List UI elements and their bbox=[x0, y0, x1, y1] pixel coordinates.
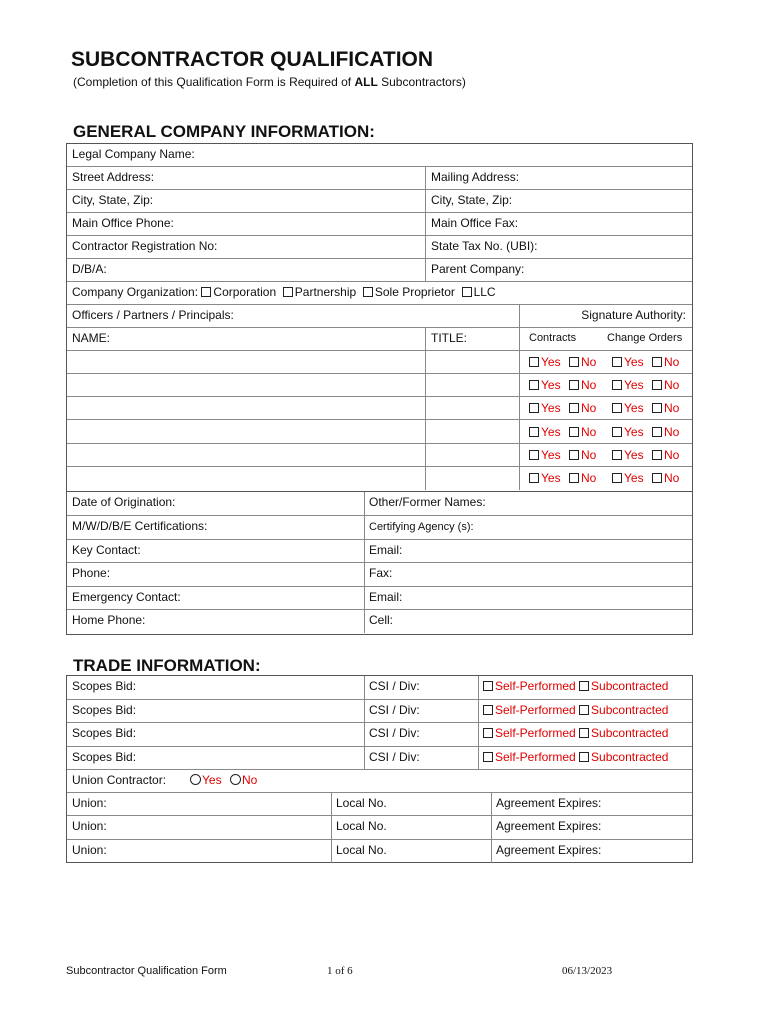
checkbox-icon[interactable] bbox=[529, 357, 539, 367]
general-section-heading: GENERAL COMPANY INFORMATION: bbox=[73, 122, 375, 141]
yes-label: Yes bbox=[541, 471, 561, 485]
no-label: No bbox=[664, 401, 680, 416]
yes-label: Yes bbox=[541, 424, 561, 439]
no-label: No bbox=[581, 447, 597, 462]
checkbox-icon[interactable] bbox=[569, 427, 579, 437]
checkbox-icon[interactable] bbox=[529, 427, 539, 437]
checkbox-icon[interactable] bbox=[529, 380, 539, 390]
org-option-label: Corporation bbox=[213, 285, 277, 299]
checkbox-icon[interactable] bbox=[363, 287, 373, 297]
dba-field[interactable]: D/B/A: bbox=[67, 259, 426, 282]
officer-name-field[interactable] bbox=[67, 397, 426, 420]
org-option-sole-proprietor[interactable] bbox=[363, 285, 455, 299]
checkbox-icon[interactable] bbox=[612, 357, 622, 367]
city-state-zip-field[interactable]: City, State, Zip: bbox=[67, 190, 426, 213]
change-orders-yes-option[interactable] bbox=[612, 355, 644, 369]
local-number-field[interactable]: Local No. bbox=[331, 793, 491, 816]
signature-authority-label: Signature Authority: bbox=[519, 305, 692, 328]
state-tax-field[interactable]: State Tax No. (UBI): bbox=[426, 236, 692, 259]
checkbox-icon[interactable] bbox=[483, 705, 493, 715]
no-label: No bbox=[581, 471, 597, 485]
emergency-contact-field[interactable]: Emergency Contact: bbox=[67, 587, 364, 610]
checkbox-icon[interactable] bbox=[612, 427, 622, 437]
agreement-expires-field[interactable]: Agreement Expires: bbox=[491, 793, 692, 816]
change-orders-yes-option[interactable] bbox=[612, 425, 644, 439]
self-performed-option[interactable] bbox=[483, 750, 576, 764]
company-organization-row bbox=[67, 282, 692, 305]
contracts-yes-option[interactable] bbox=[529, 448, 561, 462]
checkbox-icon[interactable] bbox=[483, 752, 493, 762]
contracts-no-option[interactable] bbox=[569, 401, 596, 415]
change-orders-no-option[interactable] bbox=[652, 378, 679, 392]
street-address-field[interactable]: Street Address: bbox=[67, 167, 426, 190]
checkbox-icon[interactable] bbox=[201, 287, 211, 297]
general-info-table bbox=[66, 143, 693, 492]
union-contractor-label: Union Contractor: bbox=[72, 773, 167, 787]
yes-label: Yes bbox=[541, 355, 561, 369]
scopes-bid-field[interactable]: Scopes Bid: bbox=[67, 700, 364, 724]
checkbox-icon[interactable] bbox=[579, 728, 589, 738]
subcontracted-option[interactable] bbox=[579, 679, 668, 693]
emergency-email-field[interactable]: Email: bbox=[364, 587, 692, 610]
certifications-field[interactable]: M/W/D/B/E Certifications: bbox=[67, 516, 364, 540]
self-performed-label: Self-Performed bbox=[495, 679, 576, 693]
contracts-no-option[interactable] bbox=[569, 425, 596, 439]
contact-info-table bbox=[66, 492, 693, 635]
no-label: No bbox=[664, 471, 680, 485]
officer-name-field[interactable] bbox=[67, 467, 426, 490]
csi-div-field[interactable]: CSI / Div: bbox=[364, 723, 478, 747]
radio-icon[interactable] bbox=[230, 774, 241, 785]
scopes-bid-field[interactable]: Scopes Bid: bbox=[67, 747, 364, 771]
subcontracted-label: Subcontracted bbox=[591, 726, 669, 740]
scopes-bid-field[interactable]: Scopes Bid: bbox=[67, 723, 364, 747]
change-orders-yes-option[interactable] bbox=[612, 471, 644, 485]
officers-label: Officers / Partners / Principals: bbox=[67, 305, 519, 328]
no-label: No bbox=[581, 424, 597, 439]
yes-label: Yes bbox=[624, 447, 644, 462]
no-label: No bbox=[664, 447, 680, 462]
self-performed-option[interactable] bbox=[483, 679, 576, 693]
checkbox-icon[interactable] bbox=[569, 357, 579, 367]
no-label: No bbox=[664, 378, 680, 393]
no-label: No bbox=[664, 355, 680, 369]
change-orders-no-option[interactable] bbox=[652, 448, 679, 462]
no-label: No bbox=[581, 355, 597, 369]
checkbox-icon[interactable] bbox=[652, 450, 662, 460]
union-no-option[interactable] bbox=[230, 773, 257, 787]
subtitle-emphasis: ALL bbox=[354, 75, 378, 89]
checkbox-icon[interactable] bbox=[612, 473, 622, 483]
performance-options bbox=[478, 676, 692, 700]
checkbox-icon[interactable] bbox=[483, 728, 493, 738]
officer-signature-authority bbox=[519, 444, 692, 467]
contracts-yes-option[interactable] bbox=[529, 401, 561, 415]
performance-options bbox=[478, 700, 692, 724]
checkbox-icon[interactable] bbox=[652, 380, 662, 390]
officer-title-field[interactable] bbox=[426, 421, 519, 444]
name-column-header: NAME: bbox=[67, 328, 426, 351]
cell-phone-field[interactable]: Cell: bbox=[369, 613, 394, 627]
former-names-field[interactable]: Other/Former Names: bbox=[364, 492, 692, 516]
footer-form-name: Subcontractor Qualification Form bbox=[66, 965, 227, 977]
csi-div-field[interactable]: CSI / Div: bbox=[364, 747, 478, 771]
checkbox-icon[interactable] bbox=[569, 450, 579, 460]
trade-info-table bbox=[66, 675, 693, 863]
yes-label: Yes bbox=[541, 447, 561, 462]
contracts-yes-option[interactable] bbox=[529, 378, 561, 392]
contractor-registration-field[interactable]: Contractor Registration No: bbox=[67, 236, 426, 259]
org-option-partnership[interactable] bbox=[283, 285, 356, 299]
performance-options bbox=[478, 747, 692, 771]
csi-div-field[interactable]: CSI / Div: bbox=[364, 676, 478, 700]
checkbox-icon[interactable] bbox=[612, 450, 622, 460]
checkbox-icon[interactable] bbox=[483, 681, 493, 691]
contracts-no-option[interactable] bbox=[569, 355, 596, 369]
officer-name-field[interactable] bbox=[67, 421, 426, 444]
yes-label: Yes bbox=[541, 378, 561, 393]
change-orders-yes-option[interactable] bbox=[612, 448, 644, 462]
officer-signature-authority bbox=[519, 351, 692, 374]
union-no-label: No bbox=[242, 773, 258, 787]
change-orders-yes-option[interactable] bbox=[612, 378, 644, 392]
csi-div-field[interactable]: CSI / Div: bbox=[364, 700, 478, 724]
signature-header-row bbox=[519, 328, 692, 351]
self-performed-option[interactable] bbox=[483, 703, 576, 717]
performance-options bbox=[478, 723, 692, 747]
checkbox-icon[interactable] bbox=[652, 473, 662, 483]
self-performed-label: Self-Performed bbox=[495, 726, 576, 740]
contracts-no-option[interactable] bbox=[569, 378, 596, 392]
checkbox-icon[interactable] bbox=[612, 403, 622, 413]
union-name-field[interactable]: Union: bbox=[67, 793, 331, 816]
agreement-expires-field[interactable]: Agreement Expires: bbox=[496, 842, 602, 857]
key-contact-email-field[interactable]: Email: bbox=[364, 540, 692, 563]
officer-signature-authority bbox=[519, 397, 692, 420]
agreement-expires-field[interactable]: Agreement Expires: bbox=[491, 816, 692, 839]
officer-name-field[interactable] bbox=[67, 444, 426, 467]
mailing-address-field[interactable]: Mailing Address: bbox=[426, 167, 692, 190]
officer-signature-authority bbox=[519, 374, 692, 397]
officer-title-field[interactable] bbox=[426, 444, 519, 467]
change-orders-no-option[interactable] bbox=[652, 355, 679, 369]
change-orders-yes-option[interactable] bbox=[612, 401, 644, 415]
main-office-fax-field[interactable]: Main Office Fax: bbox=[426, 213, 692, 236]
org-option-corporation[interactable] bbox=[201, 285, 276, 299]
contracts-yes-option[interactable] bbox=[529, 471, 561, 485]
key-contact-field[interactable]: Key Contact: bbox=[67, 540, 364, 563]
change-orders-header: Change Orders bbox=[607, 332, 683, 344]
no-label: No bbox=[664, 424, 680, 439]
officer-title-field[interactable] bbox=[426, 467, 519, 490]
contracts-no-option[interactable] bbox=[569, 471, 596, 485]
no-label: No bbox=[581, 378, 597, 393]
contracts-yes-option[interactable] bbox=[529, 355, 561, 369]
checkbox-icon[interactable] bbox=[652, 427, 662, 437]
contracts-no-option[interactable] bbox=[569, 448, 596, 462]
officer-title-field[interactable] bbox=[426, 397, 519, 420]
phone-field[interactable]: Phone: bbox=[67, 563, 364, 587]
union-yes-option[interactable] bbox=[190, 773, 222, 787]
checkbox-icon[interactable] bbox=[569, 473, 579, 483]
yes-label: Yes bbox=[624, 355, 644, 369]
change-orders-no-option[interactable] bbox=[652, 401, 679, 415]
yes-label: Yes bbox=[624, 401, 644, 416]
yes-label: Yes bbox=[624, 424, 644, 439]
footer-date: 06/13/2023 bbox=[562, 965, 613, 977]
fax-field[interactable]: Fax: bbox=[364, 563, 692, 587]
checkbox-icon[interactable] bbox=[579, 752, 589, 762]
yes-label: Yes bbox=[624, 471, 644, 485]
checkbox-icon[interactable] bbox=[652, 357, 662, 367]
subcontracted-option[interactable] bbox=[579, 703, 668, 717]
officer-signature-authority bbox=[519, 467, 692, 490]
union-name-field[interactable]: Union: bbox=[67, 816, 331, 839]
home-phone-field[interactable]: Home Phone: bbox=[72, 613, 146, 627]
main-office-phone-field[interactable]: Main Office Phone: bbox=[67, 213, 426, 236]
officer-signature-authority bbox=[519, 421, 692, 444]
checkbox-icon[interactable] bbox=[462, 287, 472, 297]
no-label: No bbox=[581, 401, 597, 416]
checkbox-icon[interactable] bbox=[529, 403, 539, 413]
checkbox-icon[interactable] bbox=[579, 705, 589, 715]
subcontracted-option[interactable] bbox=[579, 750, 668, 764]
checkbox-icon[interactable] bbox=[569, 403, 579, 413]
officer-name-field[interactable] bbox=[67, 351, 426, 374]
scopes-bid-field[interactable]: Scopes Bid: bbox=[67, 676, 364, 700]
subcontracted-label: Subcontracted bbox=[591, 702, 669, 717]
page-title: SUBCONTRACTOR QUALIFICATION bbox=[71, 48, 434, 71]
yes-label: Yes bbox=[541, 401, 561, 416]
checkbox-icon[interactable] bbox=[579, 681, 589, 691]
officer-name-field[interactable] bbox=[67, 374, 426, 397]
checkbox-icon[interactable] bbox=[569, 380, 579, 390]
subcontracted-label: Subcontracted bbox=[591, 749, 669, 764]
footer-page-number: 1 of 6 bbox=[327, 965, 353, 977]
legal-name-field[interactable]: Legal Company Name: bbox=[67, 144, 692, 167]
subtitle-text-end: Subcontractors) bbox=[377, 75, 466, 89]
title-column-header: TITLE: bbox=[426, 328, 519, 351]
radio-icon[interactable] bbox=[190, 774, 201, 785]
page-subtitle bbox=[73, 75, 466, 89]
self-performed-label: Self-Performed bbox=[495, 702, 576, 717]
subcontracted-option[interactable] bbox=[579, 726, 668, 740]
checkbox-icon[interactable] bbox=[529, 450, 539, 460]
subcontracted-label: Subcontracted bbox=[591, 679, 669, 693]
date-of-origination-field[interactable]: Date of Origination: bbox=[67, 492, 364, 516]
union-yes-label: Yes bbox=[202, 773, 222, 787]
union-name-field[interactable]: Union: bbox=[72, 842, 107, 857]
certifying-agency-field[interactable]: Certifying Agency (s): bbox=[364, 516, 692, 540]
checkbox-icon[interactable] bbox=[612, 380, 622, 390]
checkbox-icon[interactable] bbox=[529, 473, 539, 483]
company-organization-label: Company Organization: bbox=[72, 285, 199, 299]
org-option-label: Partnership bbox=[294, 285, 357, 299]
checkbox-icon[interactable] bbox=[652, 403, 662, 413]
self-performed-option[interactable] bbox=[483, 726, 576, 740]
change-orders-no-option[interactable] bbox=[652, 471, 679, 485]
org-option-llc[interactable] bbox=[462, 285, 496, 299]
yes-label: Yes bbox=[624, 378, 644, 393]
self-performed-label: Self-Performed bbox=[495, 749, 576, 764]
officer-title-field[interactable] bbox=[426, 351, 519, 374]
contracts-yes-option[interactable] bbox=[529, 425, 561, 439]
mailing-city-state-zip-field[interactable]: City, State, Zip: bbox=[426, 190, 692, 213]
parent-company-field[interactable]: Parent Company: bbox=[426, 259, 692, 282]
local-number-field[interactable]: Local No. bbox=[331, 816, 491, 839]
local-number-field[interactable]: Local No. bbox=[336, 842, 387, 857]
subtitle-text: (Completion of this Qualification Form is Required of bbox=[73, 75, 355, 89]
trade-section-heading: TRADE INFORMATION: bbox=[73, 656, 261, 675]
org-option-label: Sole Proprietor bbox=[374, 285, 455, 299]
org-option-label: LLC bbox=[473, 285, 496, 299]
change-orders-no-option[interactable] bbox=[652, 425, 679, 439]
union-contractor-row bbox=[67, 770, 692, 793]
officer-title-field[interactable] bbox=[426, 374, 519, 397]
contracts-header: Contracts bbox=[529, 332, 577, 344]
checkbox-icon[interactable] bbox=[283, 287, 293, 297]
